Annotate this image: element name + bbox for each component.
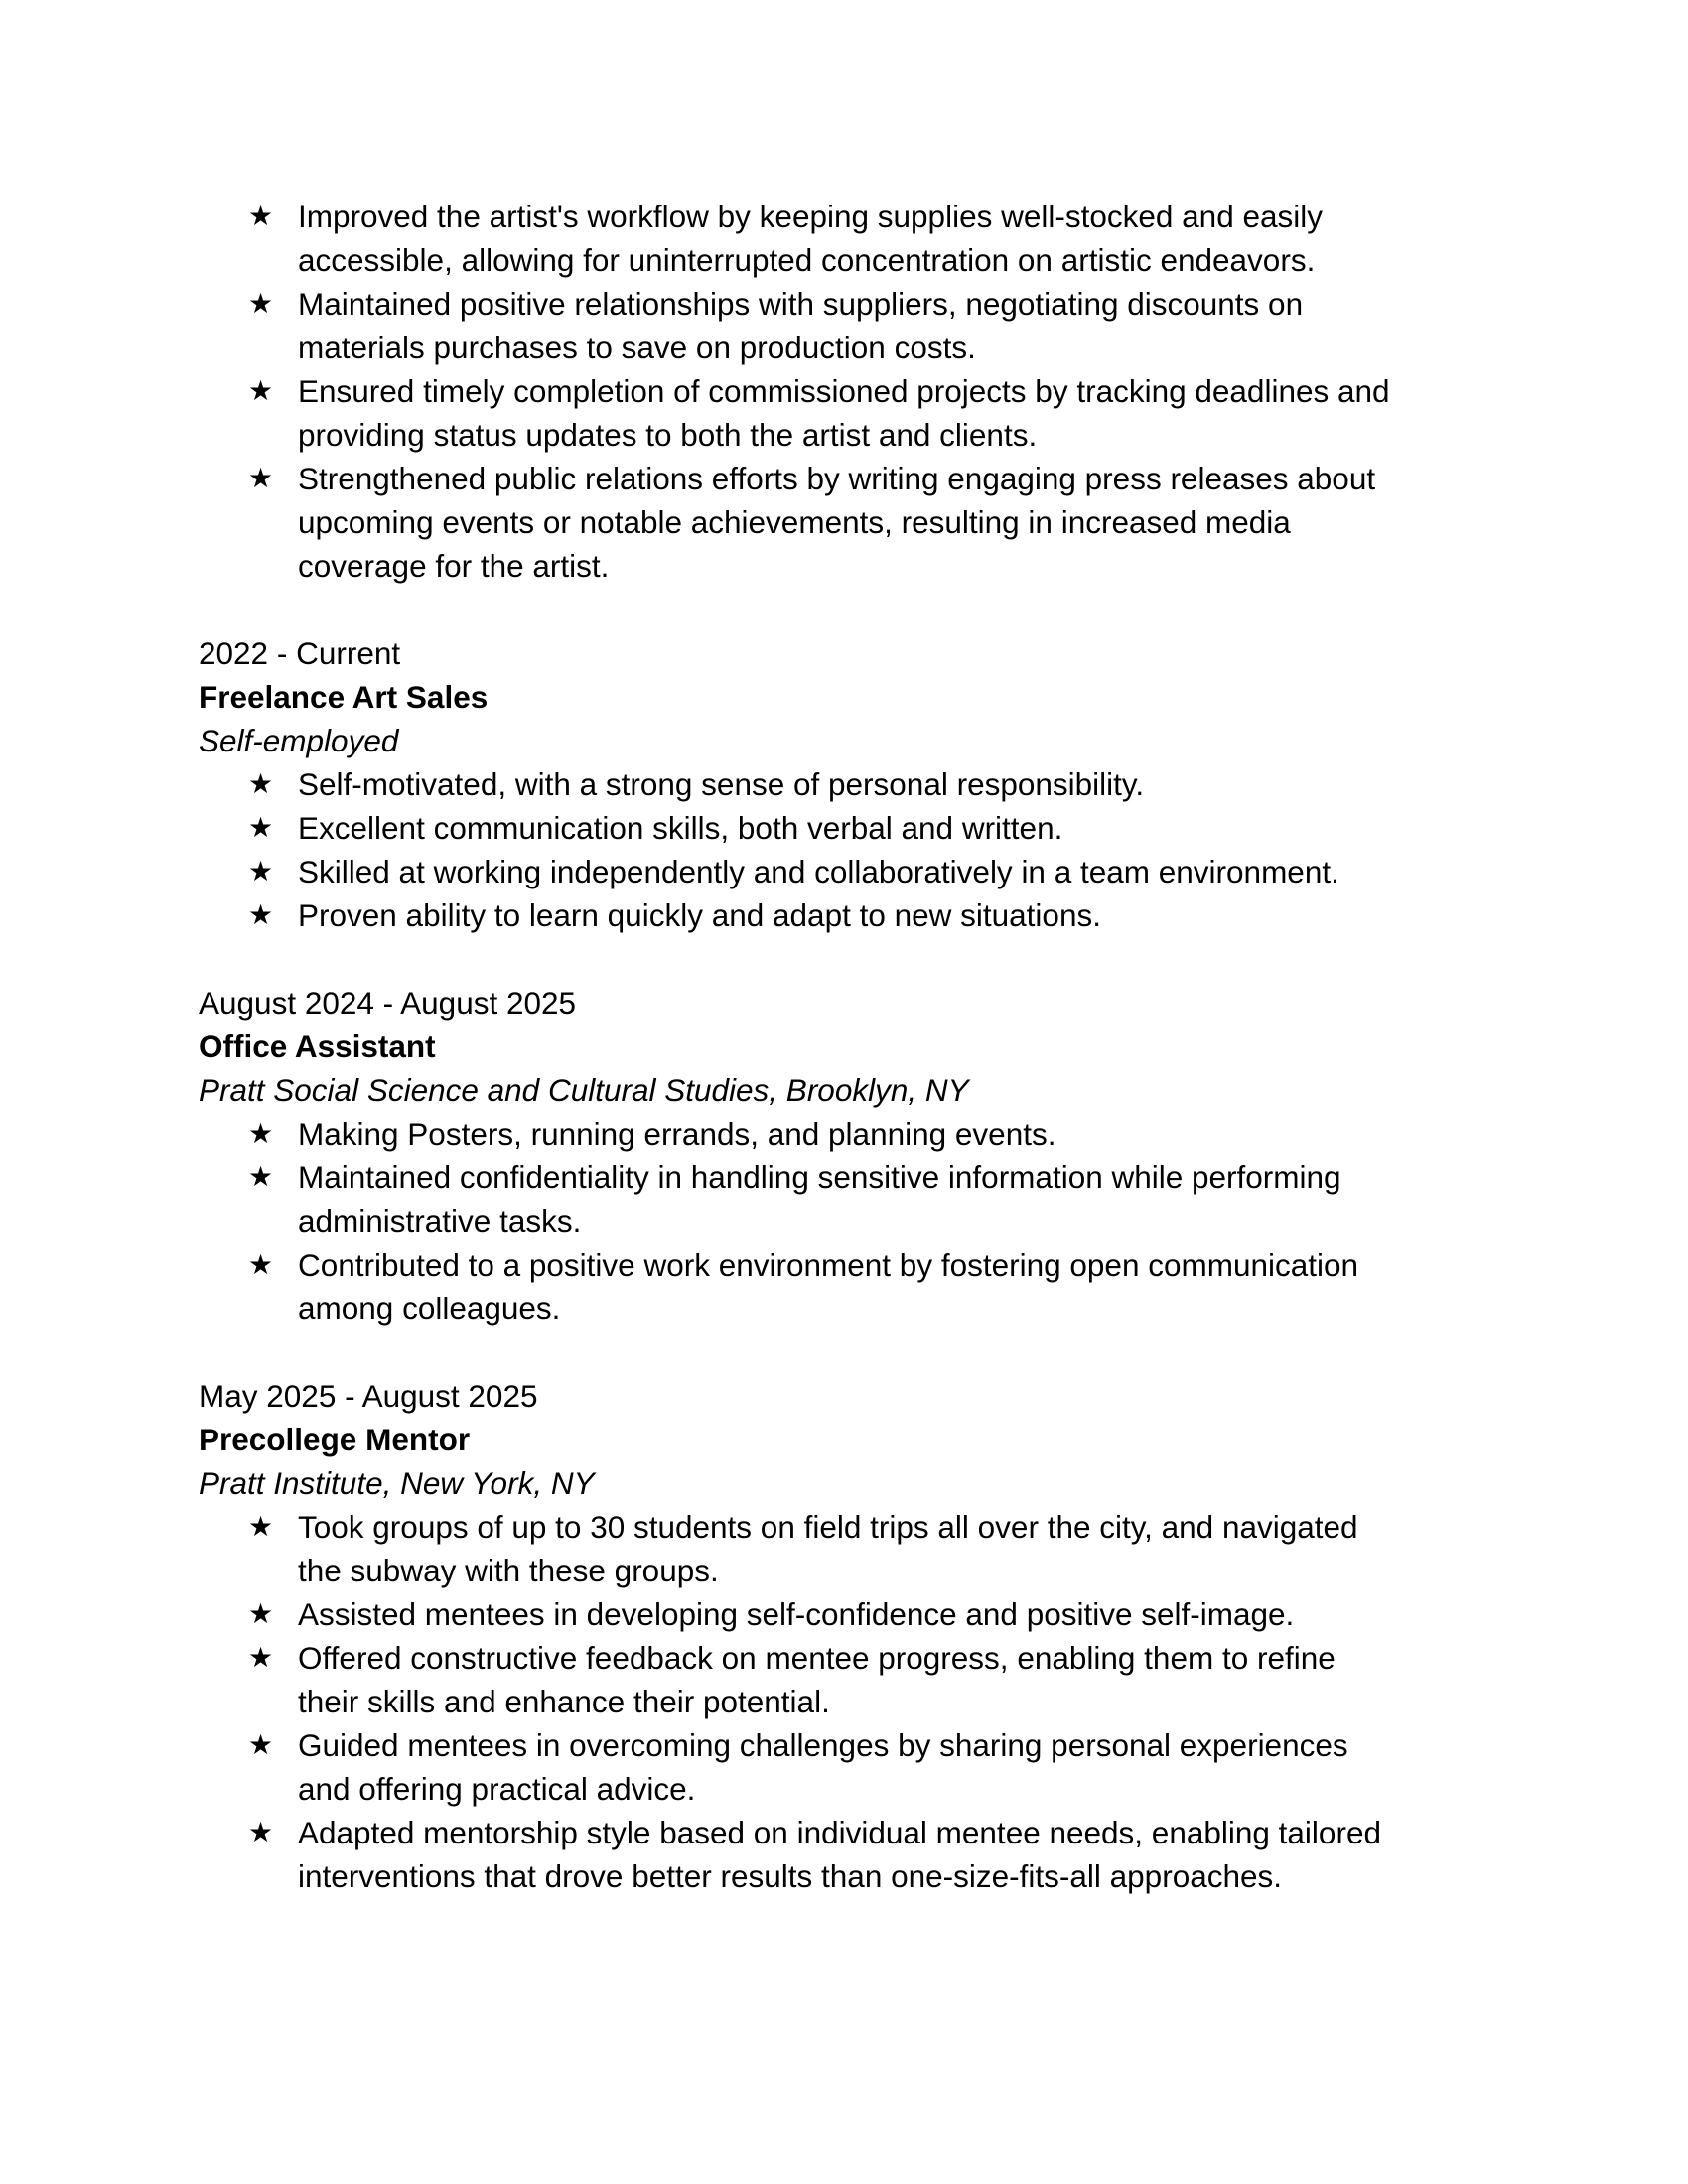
bullet-text: Skilled at working independently and collaboratively in a team environment. (298, 854, 1339, 889)
list-item (199, 1243, 1390, 1330)
bullet-text: Strengthened public relations efforts by writing engaging press releases about upcoming events or notable achievements, resulting in increased media coverage for the artist. (298, 461, 1376, 584)
job-title: Freelance Art Sales (199, 679, 489, 715)
star-bullet-icon: ★ (248, 1816, 274, 1848)
star-bullet-icon: ★ (248, 811, 274, 844)
star-bullet-icon: ★ (248, 374, 274, 407)
list-item (199, 1723, 1390, 1811)
bullet-text: Self-motivated, with a strong sense of personal responsibility. (298, 766, 1145, 802)
bullet-text: Excellent communication skills, both verbal and written. (298, 810, 1063, 846)
job-dates: August 2024 - August 2025 (199, 985, 577, 1021)
job-freelance-art-sales (199, 631, 1489, 937)
bullet-text: Maintained confidentiality in handling sensitive information while performing administrative tasks. (298, 1160, 1341, 1239)
list-item (199, 1505, 1390, 1592)
job-precollege-mentor (199, 1374, 1489, 1898)
star-bullet-icon: ★ (248, 1117, 274, 1150)
job-bullet-list (199, 762, 1489, 937)
list-item (199, 850, 1390, 893)
job-dates: May 2025 - August 2025 (199, 1378, 538, 1414)
list-item (199, 806, 1390, 850)
intro-bullet-list (199, 195, 1489, 588)
bullet-text: Proven ability to learn quickly and adapt to new situations. (298, 897, 1101, 933)
bullet-text: Improved the artist's workflow by keeping supplies well-stocked and easily accessible, allowing for uninterrupted concentration on artistic endeavors. (298, 199, 1323, 278)
bullet-text: Offered constructive feedback on mentee progress, enabling them to refine their skills and enhance their potential. (298, 1640, 1336, 1719)
star-bullet-icon: ★ (248, 1510, 274, 1543)
list-item (199, 1636, 1390, 1723)
bullet-text: Assisted mentees in developing self-confidence and positive self-image. (298, 1596, 1295, 1632)
list-item (199, 762, 1390, 806)
job-organization: Pratt Institute, New York, NY (199, 1465, 595, 1501)
list-item (199, 195, 1390, 282)
star-bullet-icon: ★ (248, 462, 274, 494)
star-bullet-icon: ★ (248, 1728, 274, 1761)
job-bullet-list (199, 1112, 1489, 1330)
star-bullet-icon: ★ (248, 1597, 274, 1630)
star-bullet-icon: ★ (248, 287, 274, 320)
bullet-text: Adapted mentorship style based on individual mentee needs, enabling tailored interventions that drove better results than one-size-fits-all approaches. (298, 1815, 1381, 1894)
bullet-text: Took groups of up to 30 students on field trips all over the city, and navigated the subway with these groups. (298, 1509, 1358, 1588)
bullet-text: Maintained positive relationships with suppliers, negotiating discounts on materials purchases to save on production costs. (298, 286, 1304, 365)
bullet-text: Making Posters, running errands, and planning events. (298, 1116, 1056, 1152)
list-item (199, 457, 1390, 588)
job-dates: 2022 - Current (199, 635, 401, 671)
job-title: Office Assistant (199, 1028, 436, 1064)
star-bullet-icon: ★ (248, 1641, 274, 1674)
star-bullet-icon: ★ (248, 898, 274, 931)
list-item (199, 282, 1390, 369)
list-item (199, 1811, 1390, 1898)
star-bullet-icon: ★ (248, 1248, 274, 1281)
bullet-text: Guided mentees in overcoming challenges by sharing personal experiences and offering practical advice. (298, 1727, 1348, 1807)
list-item (199, 893, 1390, 937)
list-item (199, 369, 1390, 457)
bullet-text: Contributed to a positive work environment by fostering open communication among colleagues. (298, 1247, 1359, 1326)
star-bullet-icon: ★ (248, 200, 274, 232)
job-organization: Pratt Social Science and Cultural Studies, Brooklyn, NY (199, 1072, 969, 1108)
resume-page (199, 195, 1489, 1898)
list-item (199, 1592, 1390, 1636)
star-bullet-icon: ★ (248, 767, 274, 800)
job-organization: Self-employed (199, 723, 399, 758)
star-bullet-icon: ★ (248, 855, 274, 887)
bullet-text: Ensured timely completion of commissioned projects by tracking deadlines and providing status updates to both the artist and clients. (298, 373, 1390, 453)
job-office-assistant (199, 981, 1489, 1330)
list-item (199, 1156, 1390, 1243)
list-item (199, 1112, 1390, 1156)
job-bullet-list (199, 1505, 1489, 1898)
star-bullet-icon: ★ (248, 1160, 274, 1193)
job-title: Precollege Mentor (199, 1422, 471, 1457)
